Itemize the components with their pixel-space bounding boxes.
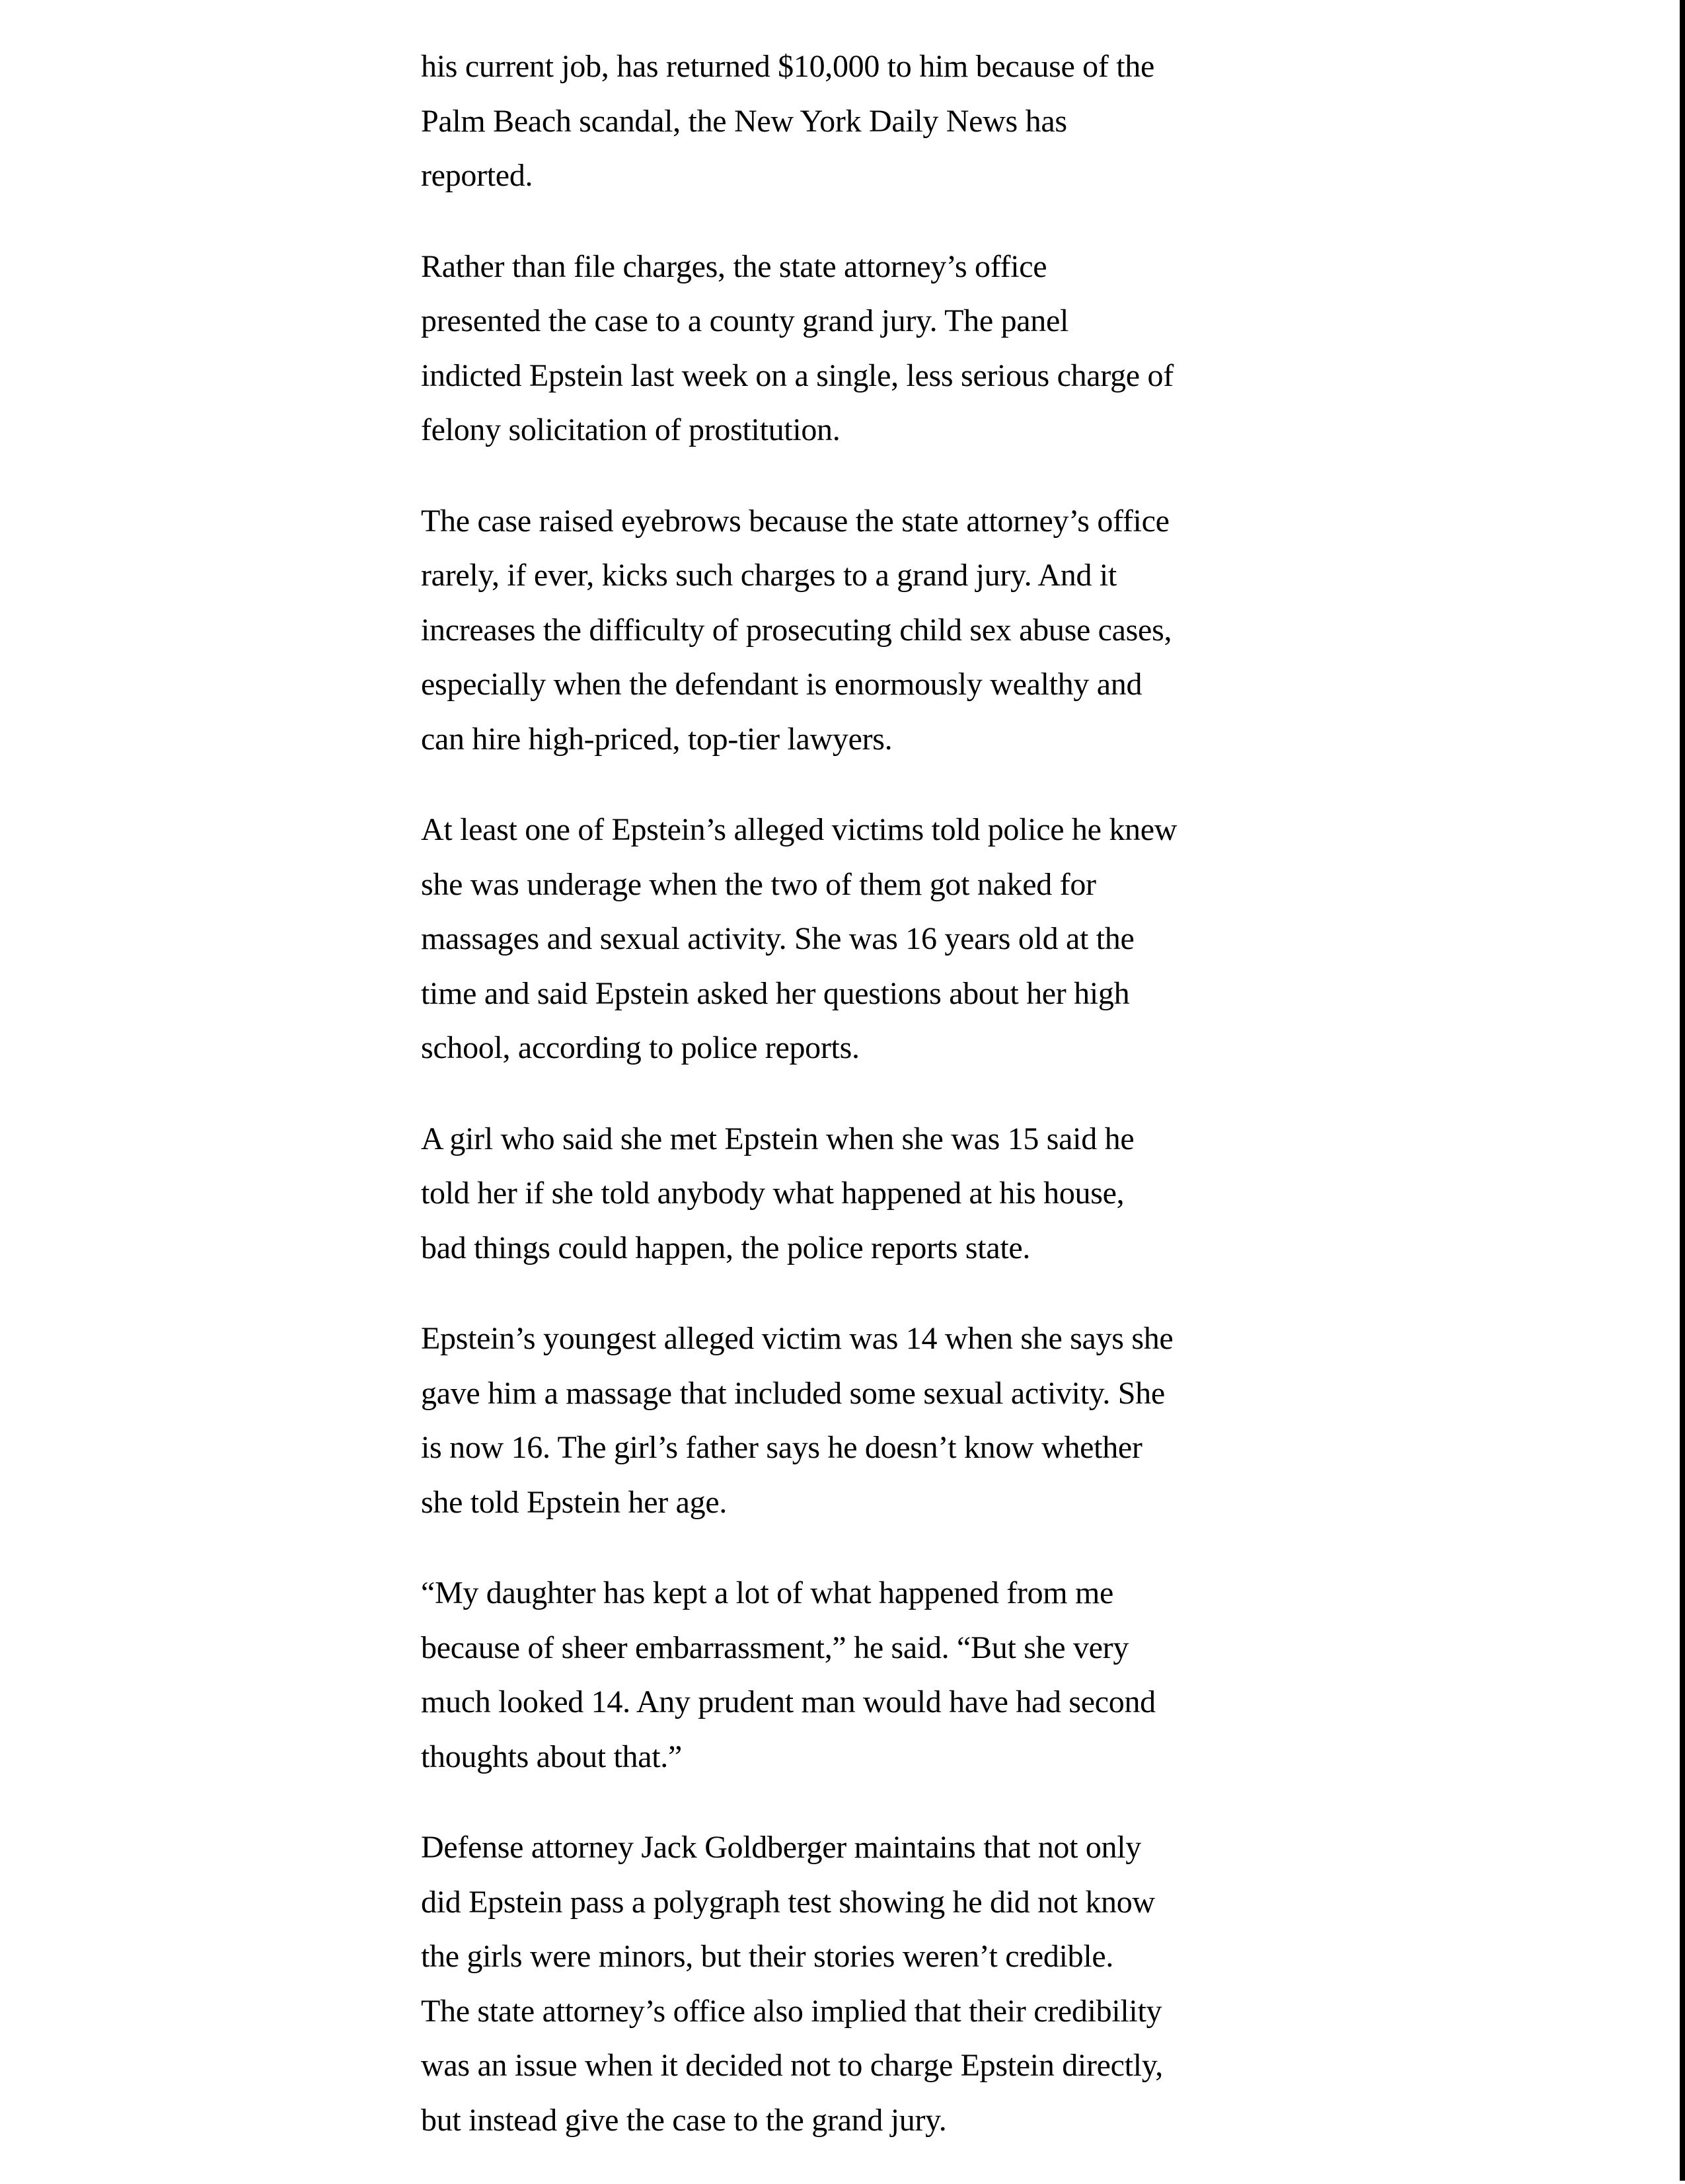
- text-line: “My daughter has kept a lot of what happened from me: [421, 1575, 1114, 1610]
- paragraph-4: [421, 803, 1320, 1076]
- paragraph-5: [421, 1112, 1320, 1276]
- paragraph-7: [421, 1566, 1320, 1784]
- text-line: especially when the defendant is enormously wealthy and: [421, 667, 1142, 702]
- text-line: the girls were minors, but their stories weren’t credible.: [421, 1939, 1114, 1974]
- paragraph-2: [421, 240, 1320, 458]
- text-line: can hire high-priced, top-tier lawyers.: [421, 721, 893, 757]
- text-line: Rather than file charges, the state attorney’s office: [421, 248, 1047, 284]
- text-line: but instead give the case to the grand jury.: [421, 2102, 947, 2138]
- text-line: did Epstein pass a polygraph test showing he did not know: [421, 1884, 1155, 1920]
- text-line: indicted Epstein last week on a single, less serious charge of: [421, 358, 1174, 393]
- text-line: his current job, has returned $10,000 to him because of the: [421, 49, 1154, 84]
- text-line: bad things could happen, the police reports state.: [421, 1230, 1031, 1265]
- text-line: was an issue when it decided not to charge Epstein directly,: [421, 2048, 1164, 2083]
- text-line: told her if she told anybody what happened at his house,: [421, 1176, 1125, 1211]
- scan-edge-artifact: [1680, 0, 1685, 2181]
- text-line: The state attorney’s office also implied that their credibility: [421, 1993, 1162, 2029]
- article-text-column: [421, 40, 1320, 2184]
- text-line: school, according to police reports.: [421, 1030, 860, 1065]
- text-line: is now 16. The girl’s father says he doesn’t know whether: [421, 1430, 1142, 1465]
- paragraph-6: [421, 1312, 1320, 1530]
- text-line: The case raised eyebrows because the state attorney’s office: [421, 503, 1170, 539]
- text-line: Palm Beach scandal, the New York Daily News has: [421, 103, 1067, 139]
- text-line: reported.: [421, 158, 533, 193]
- text-line: she was underage when the two of them got naked for: [421, 866, 1096, 902]
- paragraph-1: [421, 40, 1320, 204]
- text-line: A girl who said she met Epstein when she was 15 said he: [421, 1121, 1135, 1156]
- text-line: she told Epstein her age.: [421, 1484, 728, 1520]
- paragraph-3: [421, 494, 1320, 767]
- text-line: increases the difficulty of prosecuting child sex abuse cases,: [421, 612, 1172, 648]
- text-line: Epstein’s youngest alleged victim was 14 when she says she: [421, 1321, 1174, 1356]
- text-line: much looked 14. Any prudent man would have had second: [421, 1684, 1156, 1719]
- text-line: because of sheer embarrassment,” he said. “But she very: [421, 1630, 1129, 1665]
- text-line: thoughts about that.”: [421, 1739, 682, 1774]
- text-line: time and said Epstein asked her questions about her high: [421, 975, 1130, 1011]
- paragraph-8: [421, 1821, 1320, 2148]
- text-line: gave him a massage that included some sexual activity. She: [421, 1375, 1165, 1411]
- text-line: presented the case to a county grand jury. The panel: [421, 303, 1069, 338]
- text-line: At least one of Epstein’s alleged victims told police he knew: [421, 812, 1178, 847]
- text-line: massages and sexual activity. She was 16 years old at the: [421, 921, 1135, 956]
- text-line: Defense attorney Jack Goldberger maintains that not only: [421, 1830, 1141, 1865]
- text-line: rarely, if ever, kicks such charges to a grand jury. And it: [421, 558, 1117, 593]
- text-line: felony solicitation of prostitution.: [421, 412, 841, 447]
